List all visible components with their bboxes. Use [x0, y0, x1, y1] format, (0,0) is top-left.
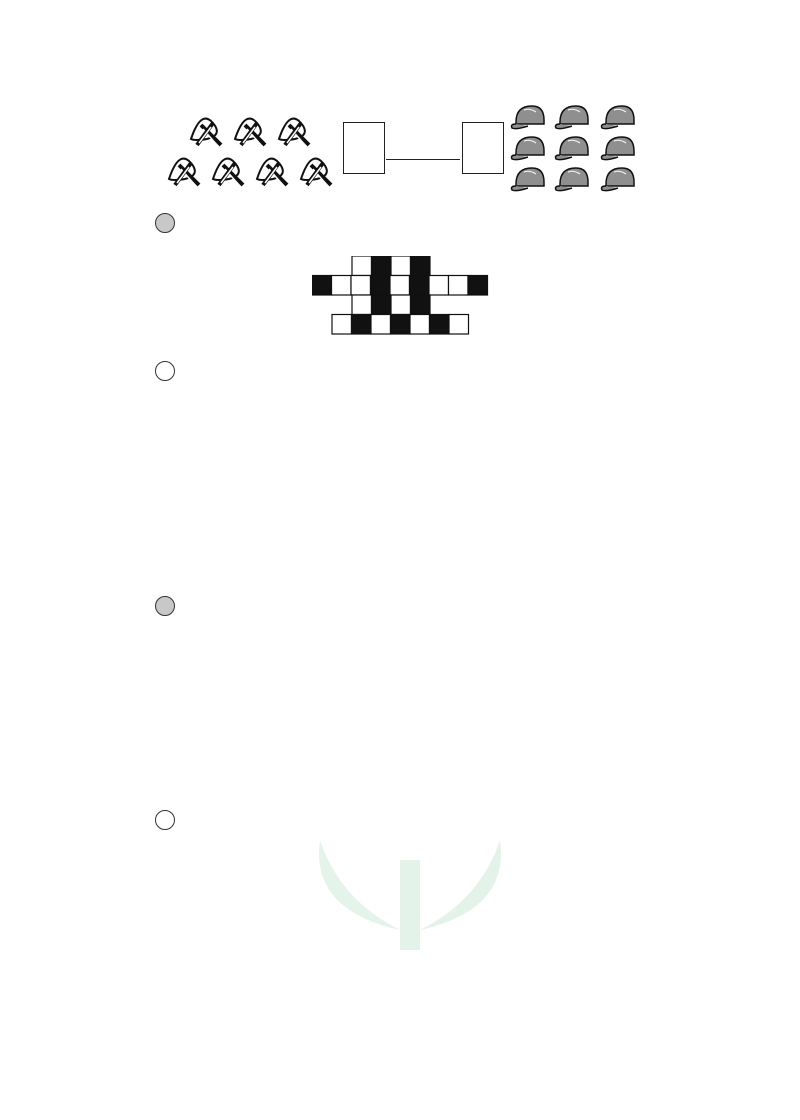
double-table — [168, 397, 634, 459]
answer-box-right[interactable] — [462, 122, 504, 174]
question-3-number — [155, 361, 175, 381]
connector-line — [386, 159, 460, 160]
checker-figure — [312, 256, 492, 338]
number-triangle — [318, 856, 492, 1018]
scarves-group — [165, 105, 340, 190]
half-table — [168, 510, 634, 573]
question-2-number — [155, 213, 175, 233]
question-4-number — [155, 596, 175, 616]
question-5-number — [155, 810, 175, 830]
answer-box-left[interactable] — [343, 122, 385, 174]
caps-group — [510, 102, 645, 194]
